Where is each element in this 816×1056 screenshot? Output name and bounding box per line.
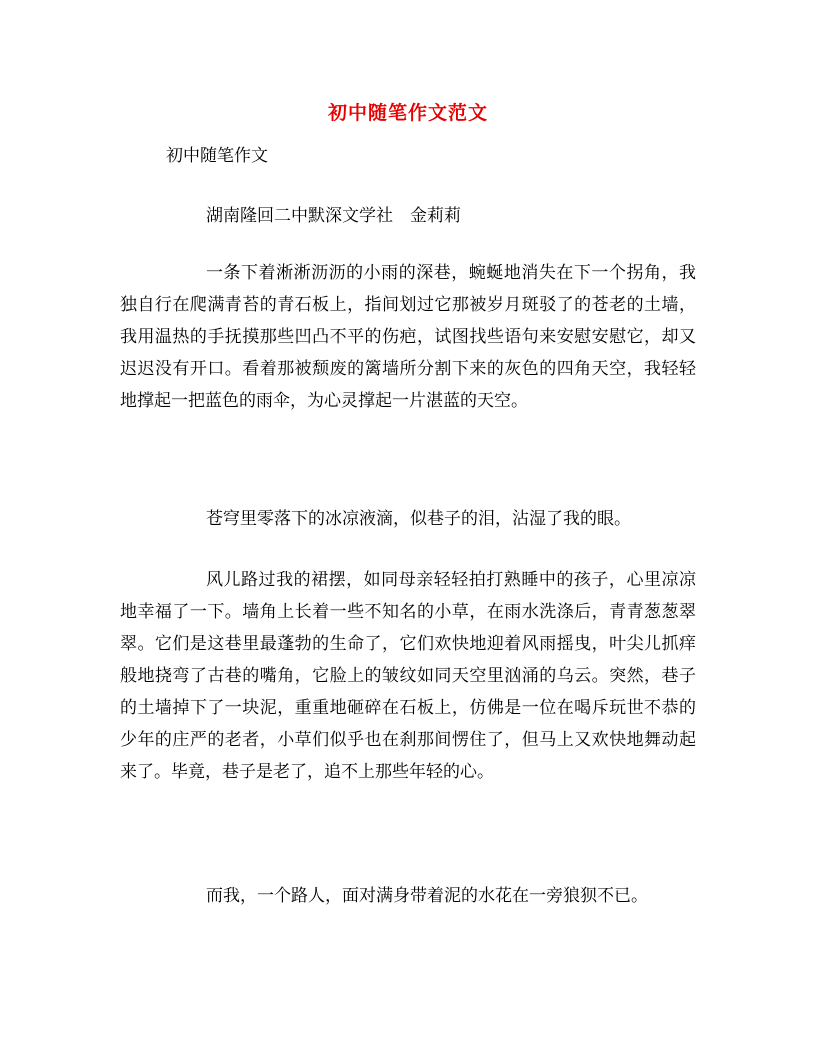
author-line: 湖南隆回二中默深文学社 金莉莉 [206,206,461,226]
document-title: 初中随笔作文范文 [327,102,488,124]
paragraph: 苍穹里零落下的冰凉液滴，似巷子的泪，沾湿了我的眼。 [206,509,631,529]
document-subtitle: 初中随笔作文 [166,146,268,166]
paragraph: 而我，一个路人，面对满身带着泥的水花在一旁狼狈不已。 [206,886,648,906]
paragraph: 风儿路过我的裙摆，如同母亲轻轻拍打熟睡中的孩子，心里凉凉地幸福了一下。墙角上长着一些不知名的小草，在雨水洗涤后，青青葱葱翠翠。它们是这巷里最蓬勃的生命了，它们欢快地迎着风雨摇曳，叶尖儿抓痒般地挠弯了古巷的嘴角，它脸上的皱纹如同天空里汹涌的乌云。突然，巷子的土墙掉下了一块泥，重重地砸碎在石板上，仿佛是一位在喝斥玩世不恭的少年的庄严的老者，小草们似乎也在刹那间愣住了，但马上又欢快地舞动起来了。毕竟，巷子是老了，追不上那些年轻的心。 [120,570,696,782]
paragraph: 一条下着淅淅沥沥的小雨的深巷，蜿蜒地消失在下一个拐角，我独自行在爬满青苔的青石板上，指间划过它那被岁月斑驳了的苍老的土墙，我用温热的手抚摸那些凹凸不平的伤疤，试图找些语句来安慰安慰它，却又迟迟没有开口。看着那被颓废的篱墙所分割下来的灰色的四角天空，我轻轻地撑起一把蓝色的雨伞，为心灵撑起一片湛蓝的天空。 [120,263,696,411]
